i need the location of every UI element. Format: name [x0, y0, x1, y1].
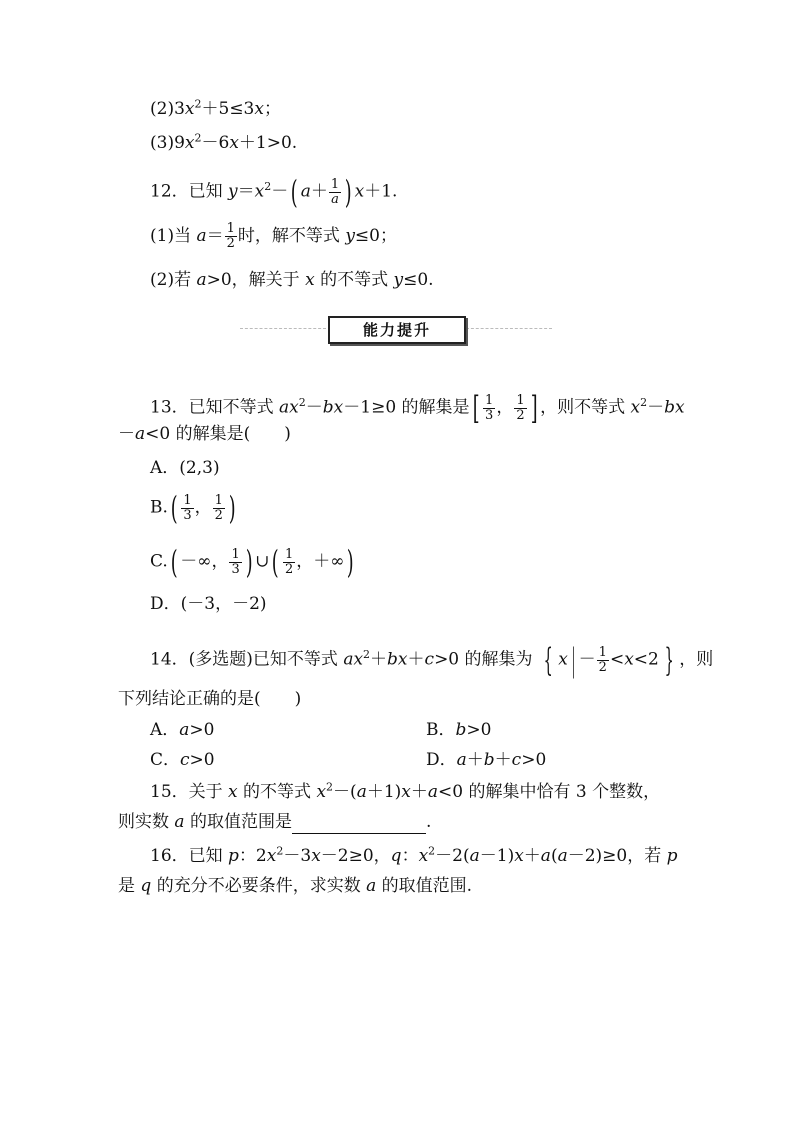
problem-13-option-c: C.( －∞， $\frac{1}{3}$ ) ∪( $\frac{1}{2}$ ，＋∞)	[150, 543, 355, 581]
problem-16-line-1: 16．已知 p：$2x^2-3x-2\ge 0$，q：$x^2-2(a-1)x+a(a-2)\ge 0$，若 p	[150, 844, 678, 866]
problem-13-stem-line-2: －a<0 的解集是( )	[118, 424, 291, 444]
problem-14-option-c: C．c>0	[150, 750, 215, 770]
banner-divider-left	[240, 328, 326, 329]
banner-divider-right	[466, 328, 552, 329]
problem-13-option-b: B.( $\frac{1}{3}$ ， $\frac{1}{2}$ )	[150, 489, 236, 527]
problem-15-line-2: 则实数 a 的取值范围是 .	[118, 812, 432, 832]
problem-14-option-a: A．a>0	[150, 720, 215, 740]
problem-15-line-1: 15．关于 x 的不等式 $x^2-(a+1)x+a<0$ 的解集中恰有 3 个整数，	[150, 780, 661, 802]
problem-12-part-1: (1)当 a＝ $\frac{1}{2}$ 时，解不等式 y≤0；	[150, 221, 397, 251]
problem-11-part-2: $(2)3x^2+5\le 3x$；	[150, 97, 281, 119]
problem-14-option-b: B．b>0	[426, 720, 492, 740]
answer-blank[interactable]	[292, 815, 426, 834]
problem-14-option-d: D．a＋b＋c>0	[426, 750, 547, 770]
problem-12-stem: 12．已知 $y=x^2-$( a＋ $\frac{1}{a}$ ) x＋1.	[150, 173, 398, 211]
problem-11-part-3: $(3)9x^2-6x+1>0$.	[150, 131, 298, 153]
problem-13-stem-line-1: 13．已知不等式 $ax^2-bx-1\ge 0$ 的解集是[ $\frac{1}{3}$ ， $\frac{1}{2}$ ] ，则不等式 $x^2-bx$	[150, 389, 685, 427]
section-banner: 能力提升	[328, 316, 466, 344]
problem-13-option-a: A．(2,3)	[150, 458, 220, 478]
problem-13-option-d: D．(－3，－2)	[150, 594, 267, 614]
problem-14-stem-line-1: 14．(多选题)已知不等式 $ax^2+bx+c>0$ 的解集为 { x | － $\frac{1}{2}$ <x<2 } ，则	[150, 641, 714, 679]
problem-12-part-2: (2)若 a>0，解关于 x 的不等式 y≤0.	[150, 270, 434, 290]
problem-16-line-2: 是 q 的充分不必要条件，求实数 a 的取值范围.	[118, 876, 473, 896]
problem-14-stem-line-2: 下列结论正确的是( )	[118, 689, 302, 709]
